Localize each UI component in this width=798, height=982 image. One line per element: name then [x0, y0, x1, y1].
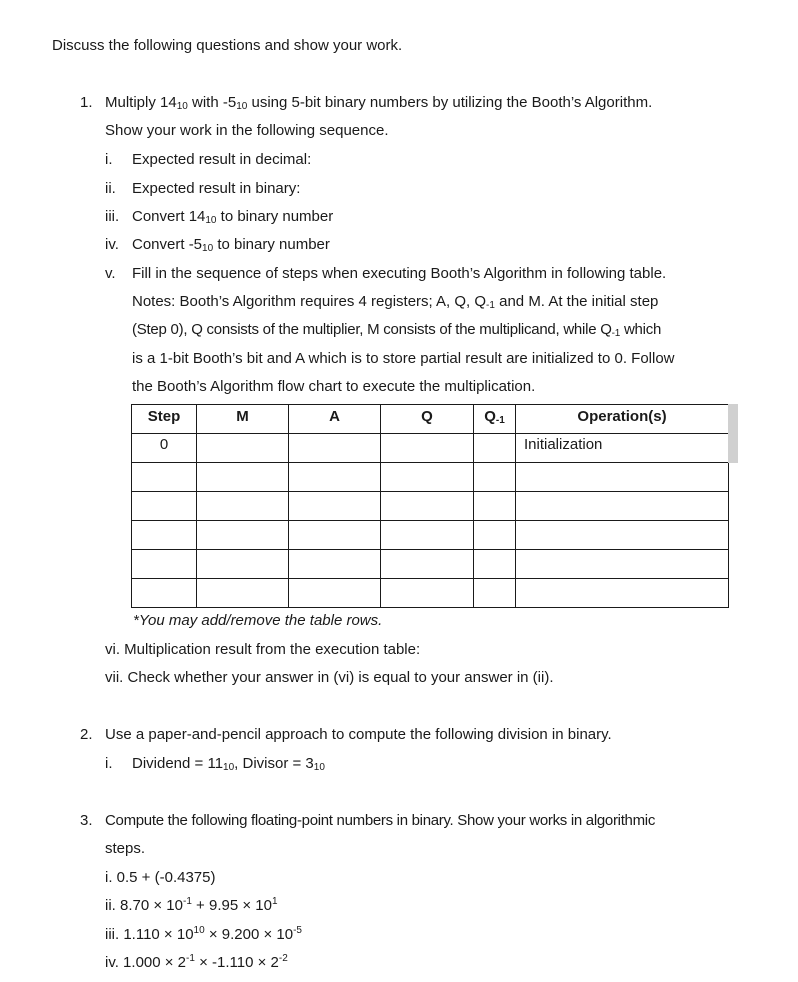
header-step: Step [132, 405, 197, 434]
q2-number: 2. [80, 726, 93, 743]
cell-q [381, 434, 474, 463]
q1-item-ii-num: ii. [105, 180, 116, 197]
cell-step: 0 [132, 434, 197, 463]
q3-line2: steps. [105, 840, 146, 857]
q1-item-v-num: v. [105, 265, 116, 282]
header-operations: Operation(s) [516, 405, 729, 434]
table-row [132, 550, 729, 579]
table-row [132, 463, 729, 492]
table-header-row [132, 405, 729, 434]
q1-line2: Show your work in the following sequence. [105, 122, 389, 139]
q1-item-v-line2: Notes: Booth’s Algorithm requires 4 registers; A, Q, Q-1 and M. At the initial step [132, 293, 659, 311]
q1-item-v-line5: the Booth’s Algorithm flow chart to execute the multiplication. [132, 378, 536, 395]
header-a: A [289, 405, 381, 434]
q1-item-v-line4: is a 1-bit Booth’s bit and A which is to store partial result are initialized to 0. Follow [132, 350, 675, 367]
q1-item-iii: Convert 1410 to binary number [132, 208, 334, 226]
q1-item-iii-num: iii. [105, 208, 120, 225]
q3-line1: Compute the following floating-point numbers in binary. Show your works in algorithmic [105, 812, 656, 829]
table-row [132, 579, 729, 608]
booth-table [131, 404, 729, 608]
intro-text: Discuss the following questions and show your work. [52, 37, 403, 54]
q1-number: 1. [80, 94, 93, 111]
header-q-minus-1: Q-1 [474, 405, 516, 434]
q1-line1: Multiply 1410 with -510 using 5-bit binary numbers by utilizing the Booth’s Algorithm. [105, 94, 653, 112]
q3-item-i: i. 0.5 + (-0.4375) [105, 869, 216, 886]
table-row [132, 492, 729, 521]
cell-q-minus-1 [474, 434, 516, 463]
q1-item-vii: vii. Check whether your answer in (vi) is equal to your answer in (ii). [105, 669, 554, 686]
q1-item-v-line3: (Step 0), Q consists of the multiplier, M consists of the multiplicand, while Q-1 which [132, 321, 662, 339]
q3-number: 3. [80, 812, 93, 829]
header-q: Q [381, 405, 474, 434]
margin-marker [728, 404, 738, 463]
q3-item-iv: iv. $1.000 \times 2^{-1} \times -1.110 \times 2^{-2}$ [105, 953, 288, 971]
q1-item-iv: Convert -510 to binary number [132, 236, 330, 254]
table-note: *You may add/remove the table rows. [133, 612, 383, 629]
q1-item-i-num: i. [105, 151, 113, 168]
q1-item-i: Expected result in decimal: [132, 151, 312, 168]
cell-a [289, 434, 381, 463]
q3-item-ii: ii. $8.70 \times 10^{-1} + 9.95 \times 10^1$ [105, 896, 278, 914]
q1-item-v-line1: Fill in the sequence of steps when executing Booth’s Algorithm in following table. [132, 265, 667, 282]
q2-item-i: Dividend = 1110, Divisor = 310 [132, 755, 325, 773]
q2-text: Use a paper-and-pencil approach to compute the following division in binary. [105, 726, 612, 743]
header-m: M [197, 405, 289, 434]
q1-item-vi: vi. Multiplication result from the execution table: [105, 641, 421, 658]
q1-item-iv-num: iv. [105, 236, 119, 253]
q1-item-ii: Expected result in binary: [132, 180, 301, 197]
cell-operation: Initialization [516, 434, 729, 463]
table-row [132, 434, 729, 463]
cell-m [197, 434, 289, 463]
table-row [132, 521, 729, 550]
q2-item-i-num: i. [105, 755, 113, 772]
q3-item-iii: iii. $1.110 \times 10^{10} \times 9.200 \times 10^{-5}$ [105, 925, 302, 943]
